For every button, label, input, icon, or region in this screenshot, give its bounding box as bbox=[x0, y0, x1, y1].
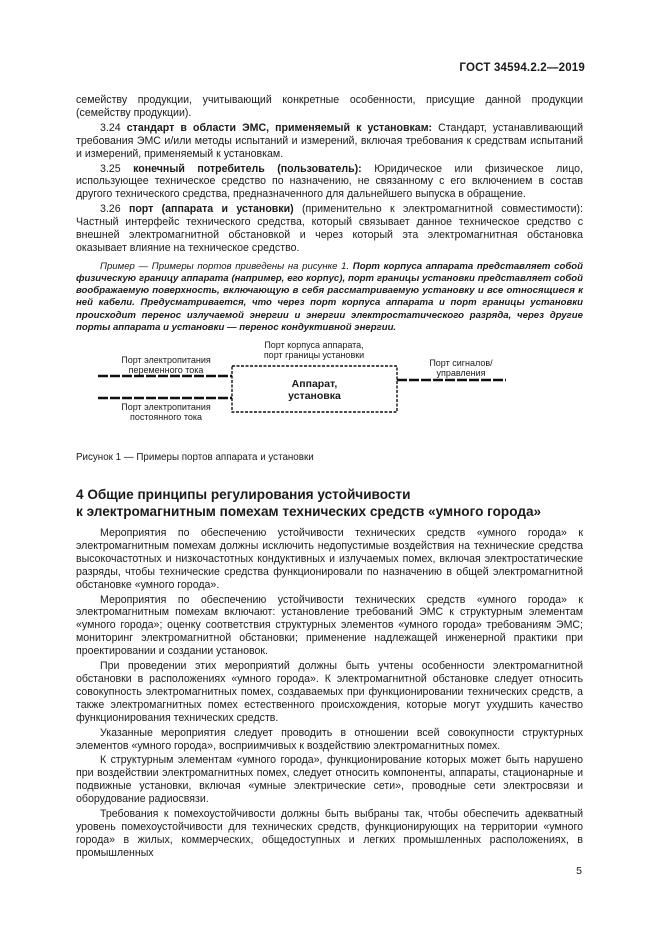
signal-port-label: Порт сигналов/ управления bbox=[429, 358, 493, 379]
definition-number: 3.26 bbox=[100, 203, 121, 216]
definition-term: порт (аппарата и установки) bbox=[128, 203, 294, 216]
definition-text: Юридическое или физическое лицо, использующее техническое средство по назначению, не связанному с его включением в состав другого технического средства, предназначенного для дальнейшего выпуска в обращение. bbox=[76, 162, 584, 201]
definition-3-26 bbox=[76, 203, 583, 255]
body-paragraph: К структурным элементам «умного города», функционирование которых может быть нарушено при воздействии электромагнитных помех, следует относить компоненты, аппараты, стационарные и подвижные установки, включая «умные электрические сети», проводные сети электросвязи и оборудование радиосвязи. bbox=[76, 754, 583, 806]
definition-text: (применительно к электромагнитной совместимости): Частный интерфейс технического средства, который связывает данное техническое средство с внешней электромагнитной обстановкой и через который эта электромагнитная обстановка оказывает влияние на техническое средство. bbox=[76, 203, 583, 254]
section-heading: 4 Общие принципы регулирования устойчивости к электромагнитным помехам технических средств «умного города» bbox=[76, 487, 542, 519]
apparatus-label: Аппарат, установка bbox=[288, 378, 341, 403]
figure-caption: Рисунок 1 — Примеры портов аппарата и установки bbox=[76, 452, 314, 464]
document-header: ГОСТ 34594.2.2—2019 bbox=[459, 62, 585, 74]
definition-text: Стандарт, устанавливающий требования ЭМС и/или методы испытаний и измерений, включая требования к средствам испытаний и измерений, применяемый к установкам. bbox=[76, 121, 583, 160]
enclosure-port-label: Порт корпуса аппарата, порт границы установки bbox=[263, 340, 365, 361]
paragraph-continuation: семейству продукции, учитывающий конкретные особенности, присущие данной продукции (семейству продукции). bbox=[76, 94, 583, 119]
dc-port-label: Порт электропитания постоянного тока bbox=[121, 402, 211, 423]
page-content bbox=[76, 94, 583, 862]
ac-port-label: Порт электропитания переменного тока bbox=[121, 355, 211, 376]
definition-term: стандарт в области ЭМС, применяемый к установкам: bbox=[126, 121, 433, 134]
figure-1 bbox=[76, 340, 583, 452]
definition-3-24 bbox=[76, 122, 583, 161]
body-paragraph: Указанные мероприятия следует проводить в отношении всей совокупности структурных элементов «умного города», восприимчивых к воздействию электромагнитных помех. bbox=[76, 726, 583, 752]
example-note bbox=[76, 261, 583, 334]
body-paragraph: При проведении этих мероприятий должны быть учтены особенности электромагнитной обстановки в расположениях «умного города». К электромагнитной обстановке следует относить совокупность электромагнитных помех, создаваемых при функционировании технических средств, а также электромагнитных помех естественного происхождения, которые могут ухудшить качество функционирования технических средств. bbox=[76, 660, 583, 724]
definition-3-25 bbox=[76, 163, 583, 202]
body-paragraph: Требования к помехоустойчивости должны быть выбраны так, чтобы обеспечить адекватный уровень помехоустойчивости для технических средств, функционирующих на территории «умного города» в жилых, коммерческих, общедоступных и легких промышленных расположениях, в промышленных bbox=[76, 808, 583, 859]
definition-number: 3.25 bbox=[100, 162, 121, 175]
body-paragraph: Мероприятия по обеспечению устойчивости технических средств «умного города» к электромагнитным помехам включают: установление требований ЭМС к структурным элементам «умного города»; оценку соответствия структурных элементов «умного города» требованиям ЭМС; мониторинг электромагнитной обстановки; применение надлежащей инженерной практики при проектировании и создании установок. bbox=[76, 593, 583, 658]
definition-number: 3.24 bbox=[100, 121, 121, 134]
page-number: 5 bbox=[576, 865, 582, 877]
definition-term: конечный потребитель (пользователь): bbox=[133, 162, 362, 175]
note-lead: Пример — Примеры портов приведены на рисунке 1. bbox=[100, 260, 350, 272]
body-paragraph: Мероприятия по обеспечению устойчивости технических средств «умного города» к электромагнитным помехам должны исключить недопустимые воздействия на технические средства высокочастотных и низкочастотных кондуктивных и излучаемых помех, включая электростатические разряды, чтобы технические средства функционировали по назначению в общей электромагнитной обстановке «умного города». bbox=[76, 527, 583, 591]
note-text: Порт корпуса аппарата представляет собой физическую границу аппарата (например, его корпус), порт границы установки представляет собой воображаемую поверхность, включающую в себя рассматриваемую установку и все относящиеся к ней кабели. Предусматривается, что через порт корпуса аппарата и порт границы установки происходит перенос излучаемой энергии и энергии электростатического разряда, через другие порты аппарата и установки — перенос кондуктивной энергии. bbox=[76, 260, 583, 333]
